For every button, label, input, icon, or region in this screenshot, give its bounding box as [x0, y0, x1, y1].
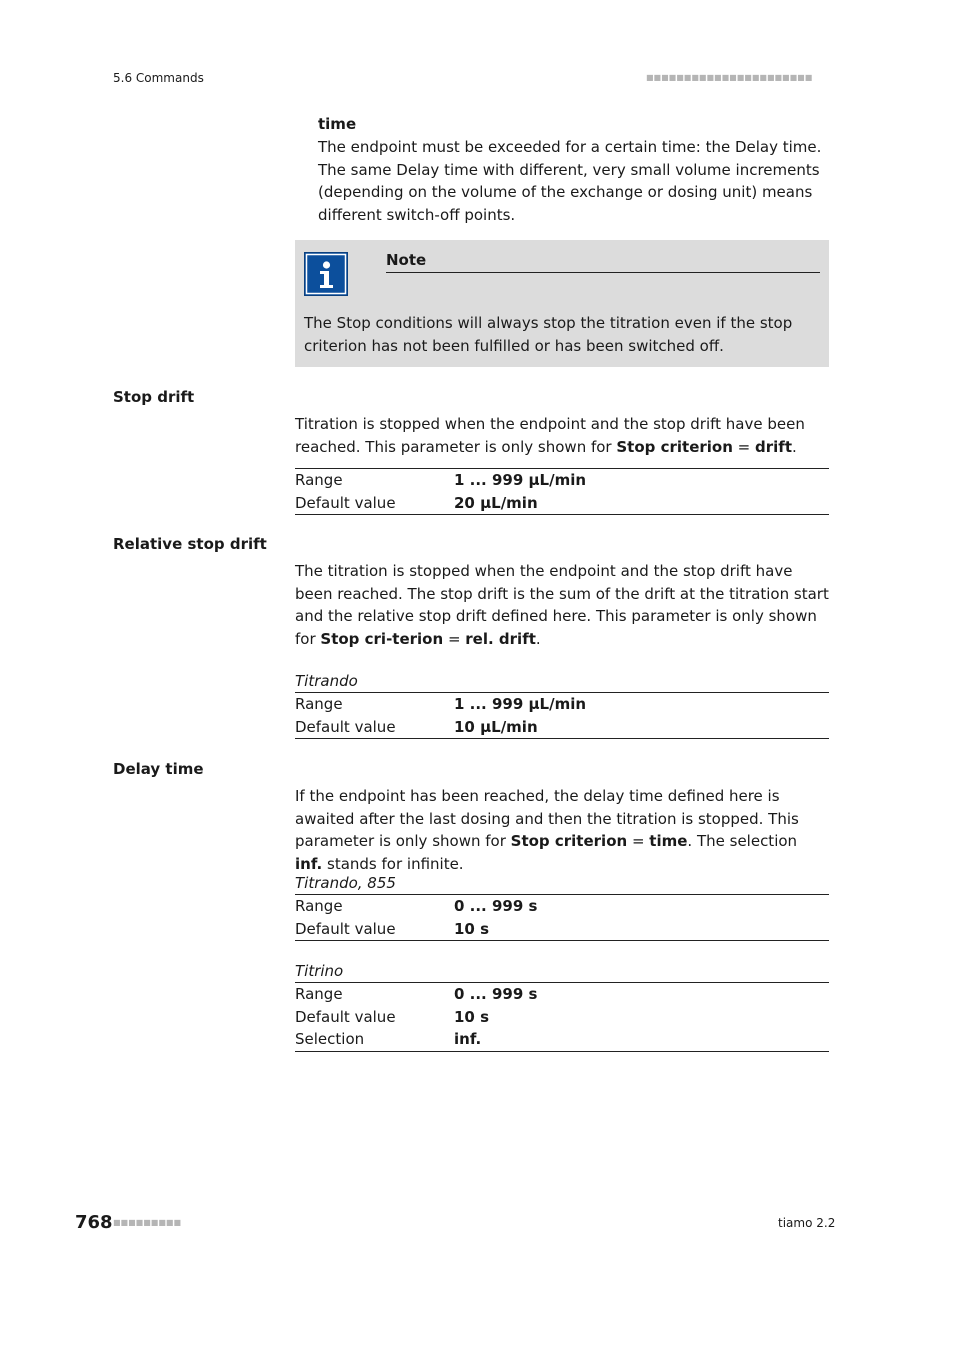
running-header-section: 5.6 Commands	[113, 71, 204, 85]
table-caption: Titrando, 855	[295, 874, 396, 892]
table-row: Default value 10 µL/min	[295, 717, 538, 736]
heading-stop-drift: Stop drift	[113, 388, 195, 406]
page-number: 768	[75, 1212, 113, 1233]
note-text: The Stop conditions will always stop the titration even if the stop criterion has not been fulfilled or has been switched off.	[304, 314, 793, 355]
heading-delay-time: Delay time	[113, 760, 204, 778]
table-row: Default value 20 µL/min	[295, 493, 538, 512]
header-decoration-squares: ■■■■■■■■■■■■■■■■■■■■■■	[646, 73, 813, 82]
table-row: Range 1 ... 999 µL/min	[295, 695, 587, 713]
table-row: Range 0 ... 999 s	[295, 897, 538, 915]
table-caption: Titrando	[295, 672, 358, 690]
relative-stop-drift-description: The titration is stopped when the endpoint and the stop drift have been reached. The stop drift is the sum of the drift at the titration start and the relative stop drift defined here. This parameter is only shown for Stop cri-terion = rel. drift.	[295, 562, 829, 648]
note-title: Note	[386, 251, 427, 269]
table-row: Range 1 ... 999 µL/min	[295, 471, 587, 489]
footer-decoration-squares: ■■■■■■■■■	[113, 1218, 182, 1227]
table-row: Default value 10 s	[295, 919, 490, 938]
delay-time-description: If the endpoint has been reached, the delay time defined here is awaited after the last dosing and then the titration is stopped. This parameter is only shown for Stop criterion = time. The selection inf. stands for infinite.	[295, 787, 799, 873]
table-row: Range 0 ... 999 s	[295, 985, 538, 1003]
term-time-description: The endpoint must be exceeded for a certain time: the Delay time. The same Delay time with different, very small volume increments (depending on the volume of the exchange or dosing unit) means different switch-off points.	[318, 138, 822, 224]
table-row: Selection inf.	[295, 1030, 482, 1048]
table-row: Default value 10 s	[295, 1007, 490, 1026]
product-name: tiamo 2.2	[778, 1216, 836, 1230]
stop-drift-table	[295, 468, 829, 515]
term-time: time	[318, 115, 357, 133]
note-divider	[386, 272, 820, 273]
delay-time-table-titrino	[295, 960, 829, 1052]
relative-stop-drift-table	[295, 670, 829, 739]
table-caption: Titrino	[295, 962, 344, 980]
stop-drift-description: Titration is stopped when the endpoint and the stop drift have been reached. This parameter is only shown for Stop criterion = drift.	[295, 415, 805, 456]
heading-relative-stop-drift: Relative stop drift	[113, 535, 267, 553]
delay-time-table-titrando	[295, 872, 829, 941]
info-icon	[304, 252, 348, 296]
